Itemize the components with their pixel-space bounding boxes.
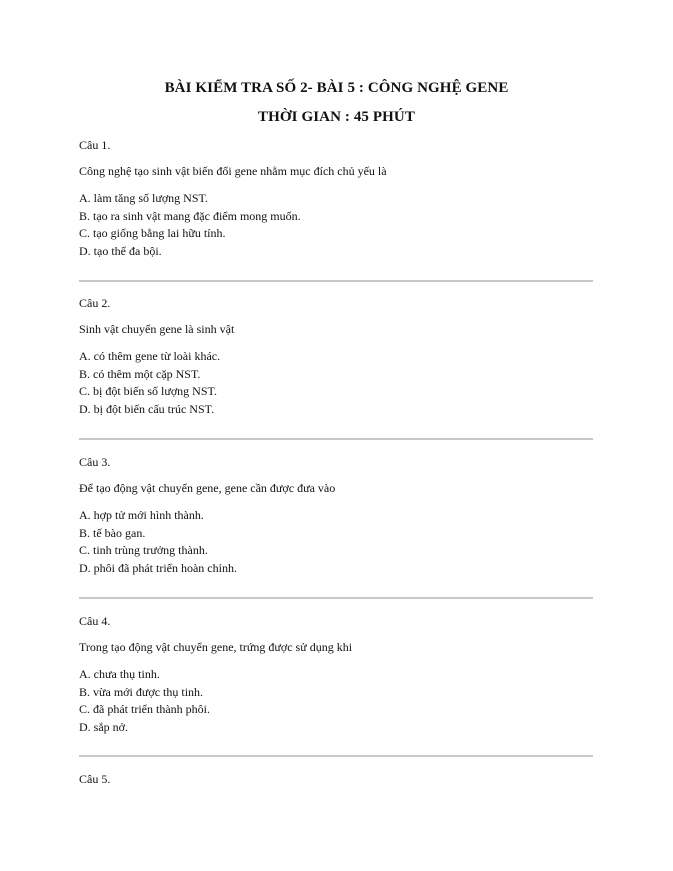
question-2 <box>79 296 593 418</box>
answer-options <box>79 666 593 736</box>
option-a: A. có thêm gene từ loài khác. <box>79 349 221 363</box>
question-stem: Trong tạo động vật chuyển gene, trứng được sử dụng khi <box>79 640 353 654</box>
question-5 <box>79 772 593 786</box>
option-a: A. hợp tử mới hình thành. <box>79 508 204 522</box>
question-label: Câu 3. <box>79 455 111 469</box>
answer-options <box>79 190 593 260</box>
option-a: A. chưa thụ tinh. <box>79 667 160 681</box>
question-3 <box>79 455 593 577</box>
question-4 <box>79 614 593 736</box>
question-stem: Sinh vật chuyển gene là sinh vật <box>79 322 235 336</box>
answer-options <box>79 348 593 418</box>
question-label: Câu 2. <box>79 296 111 310</box>
option-c: C. bị đột biến số lượng NST. <box>79 384 217 398</box>
question-stem: Công nghệ tạo sinh vật biến đổi gene nhằm mục đích chủ yếu là <box>79 164 387 178</box>
exam-title: BÀI KIỂM TRA SỐ 2- BÀI 5 : CÔNG NGHỆ GENE <box>164 80 509 96</box>
option-b: B. có thêm một cặp NST. <box>79 366 201 381</box>
question-label: Câu 1. <box>79 138 111 152</box>
exam-duration: THỜI GIAN : 45 PHÚT <box>258 109 415 125</box>
option-c: C. tạo giống bằng lai hữu tính. <box>79 226 226 240</box>
question-1 <box>79 138 593 260</box>
option-b: B. tạo ra sinh vật mang đặc điểm mong muốn. <box>79 208 301 223</box>
question-divider <box>79 438 593 440</box>
option-b: B. tế bào gan. <box>79 525 146 540</box>
question-label: Câu 5. <box>79 772 111 786</box>
option-d: D. sắp nở. <box>79 719 129 734</box>
option-d: D. phôi đã phát triển hoàn chỉnh. <box>79 560 237 575</box>
option-b: B. vừa mới được thụ tinh. <box>79 684 204 699</box>
question-stem: Để tạo động vật chuyển gene, gene cần được đưa vào <box>79 481 336 495</box>
option-c: C. tinh trùng trưởng thành. <box>79 543 208 557</box>
question-divider <box>79 597 593 599</box>
question-divider <box>79 280 593 282</box>
option-d: D. tạo thể đa bội. <box>79 243 162 258</box>
question-label: Câu 4. <box>79 614 111 628</box>
option-c: C. đã phát triển thành phôi. <box>79 702 210 716</box>
answer-options <box>79 507 593 577</box>
option-d: D. bị đột biến cấu trúc NST. <box>79 401 215 416</box>
question-divider <box>79 755 593 757</box>
option-a: A. làm tăng số lượng NST. <box>79 191 208 205</box>
